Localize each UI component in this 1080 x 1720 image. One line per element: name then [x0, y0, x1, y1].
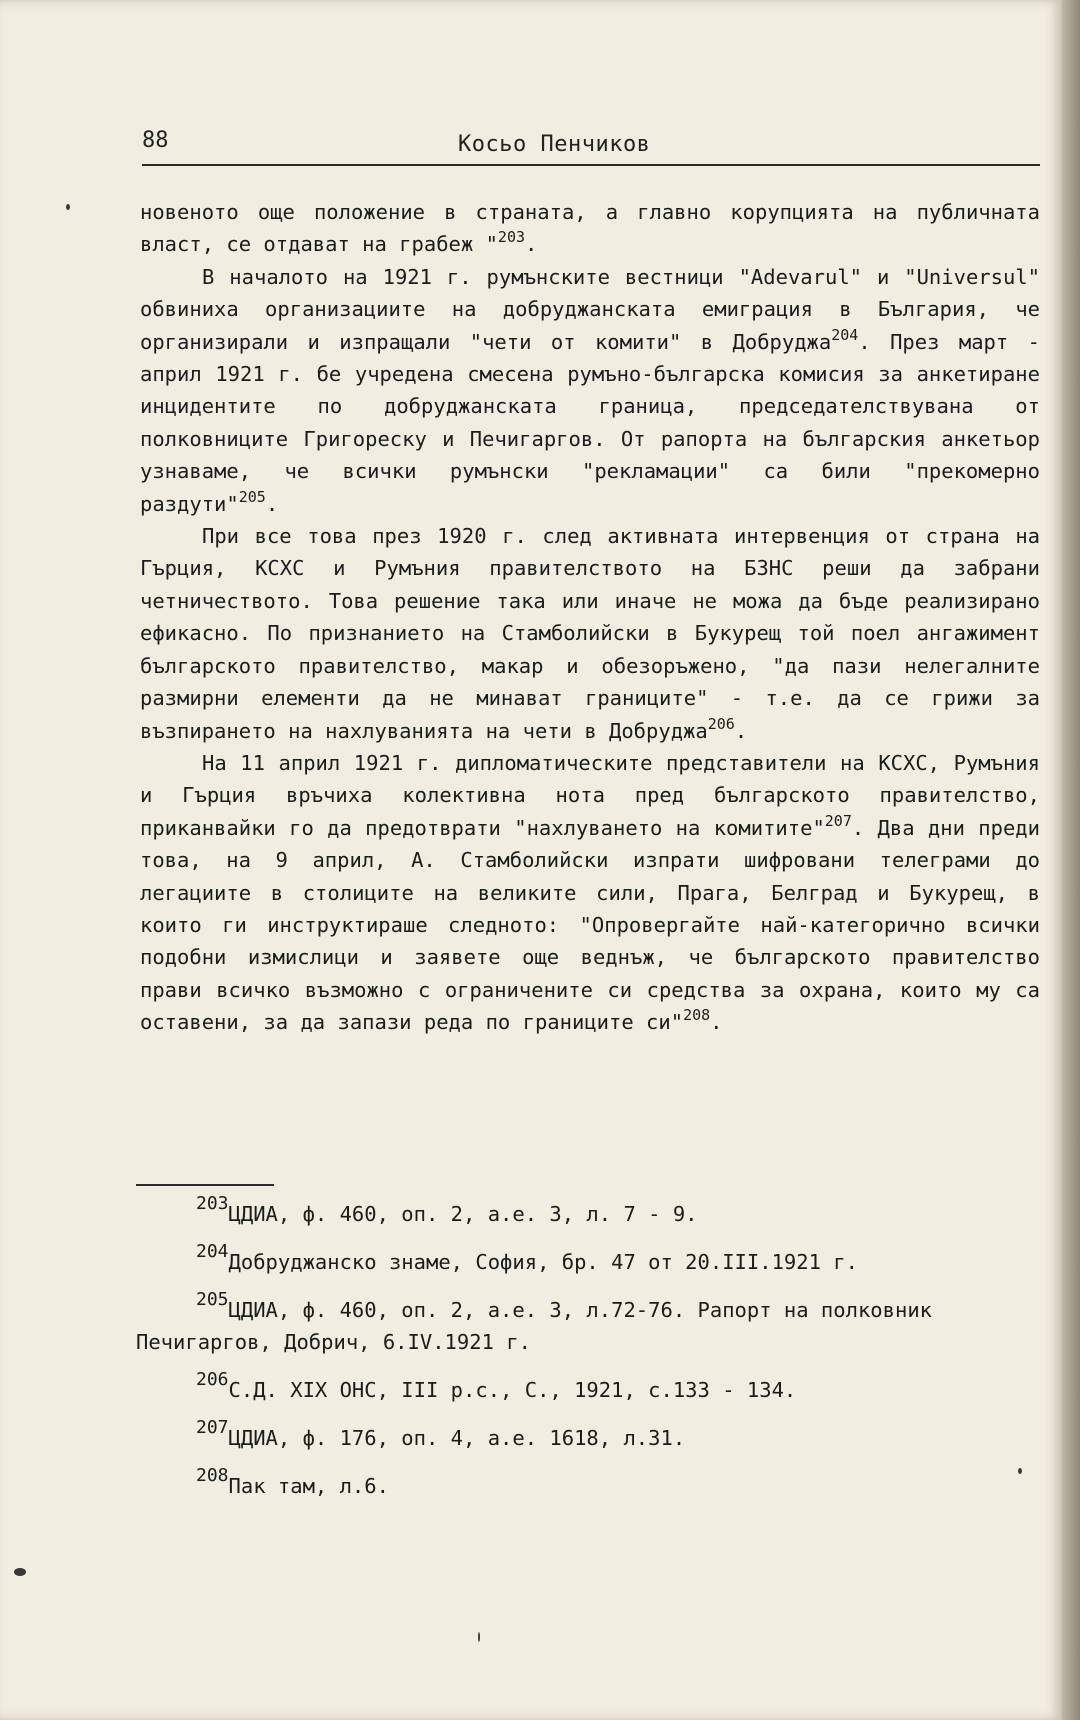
ink-speck	[14, 1568, 26, 1576]
body-text	[140, 196, 1040, 1039]
footnote-205: $^{205}$ЦДИА, ф. 460, оп. 2, а.е. 3, л.72-76. Рапорт на полковник Печигаргов, Добрич, 6.IV.1921 г.	[136, 1289, 933, 1354]
page-number: 88	[142, 128, 169, 153]
paragraph-2: В началото на 1921 г. румънските вестници "Adevarul" и "Universul" обвиниха организациите на добруджанската емиграция в България, че организирали и изпращали "чети от комити" в Добруджа$^{204}$. През март - април 1921 г. бе учредена смесена румъно-българска комисия за анкетиране инцидентите по добруджанската граница, председателствувана от полковниците Григореску и Печигаргов. От рапорта на българския анкетьор узнаваме, че всички румънски "рекламации" са били "прекомерно раздути"$^{205}$.	[140, 264, 1040, 516]
ink-speck	[478, 1632, 480, 1642]
ink-speck	[1018, 1468, 1022, 1474]
footnote-ref-206: 206	[707, 714, 735, 733]
footnote-ref-205: 205	[238, 487, 266, 506]
footnote-ref-203: 203	[497, 228, 526, 247]
paragraph-4: На 11 април 1921 г. дипломатическите представители на КСХС, Румъния и Гърция връчиха колективна нота пред българското правителство, приканвайки го да предотврати "нахлуването на комитите"$^{207}$. Два дни преди това, на 9 април, А. Стамболийски изпрати шифровани телеграми до легациите в столиците на великите сили, Прага, Белград и Букурещ, в които ги инструктираше следното: "Опровергайте най-категорично всички подобни измислици и заявете още веднъж, че българското правителство прави всичко възможно с ограничените си средства за охрана, които му са оставени, за да запази реда по границите си"$^{208}$.	[140, 750, 1040, 1035]
page-header	[142, 124, 1040, 166]
footnote-divider	[136, 1184, 274, 1186]
footnote-203: $^{203}$ЦДИА, ф. 460, оп. 2, а.е. 3, л. 7 - 9.	[196, 1193, 698, 1226]
footnote-207: $^{207}$ЦДИА, ф. 176, оп. 4, а.е. 1618, л.31.	[196, 1417, 686, 1450]
footnote-206: $^{206}$С.Д. XIX ОНС, III р.с., С., 1921, с.133 - 134.	[196, 1369, 797, 1402]
paragraph-3: При все това през 1920 г. след активната интервенция от страна на Гърция, КСХС и Румъния правителството на БЗНС реши да забрани четничеството. Това решение така или иначе не можа да бъде реализирано ефикасно. По признанието на Стамболийски в Букурещ той поел ангажимент българското правителство, макар и обезоръжено, "да пази нелегалните размирни елементи да не минават границите" - т.е. да се грижи за възпирането на нахлуванията на чети в Добруджа$^{206}$.	[140, 524, 1040, 743]
footnotes	[136, 1193, 1040, 1518]
page-edge	[1062, 0, 1080, 1720]
footnote-ref-207: 207	[824, 811, 852, 830]
ink-speck	[66, 204, 70, 210]
running-title: Косьо Пенчиков	[458, 132, 651, 157]
footnote-ref-208: 208	[683, 1006, 711, 1025]
footnote-ref-204: 204	[831, 325, 859, 344]
footnote-208: $^{208}$Пак там, л.6.	[196, 1465, 389, 1498]
footnote-204: $^{204}$Добруджанско знаме, София, бр. 47 от 20.III.1921 г.	[196, 1241, 858, 1274]
paragraph-1: новеното още положение в страната, а главно корупцията на публичната власт, се отдават на грабеж "$^{203}$.	[140, 200, 1040, 257]
